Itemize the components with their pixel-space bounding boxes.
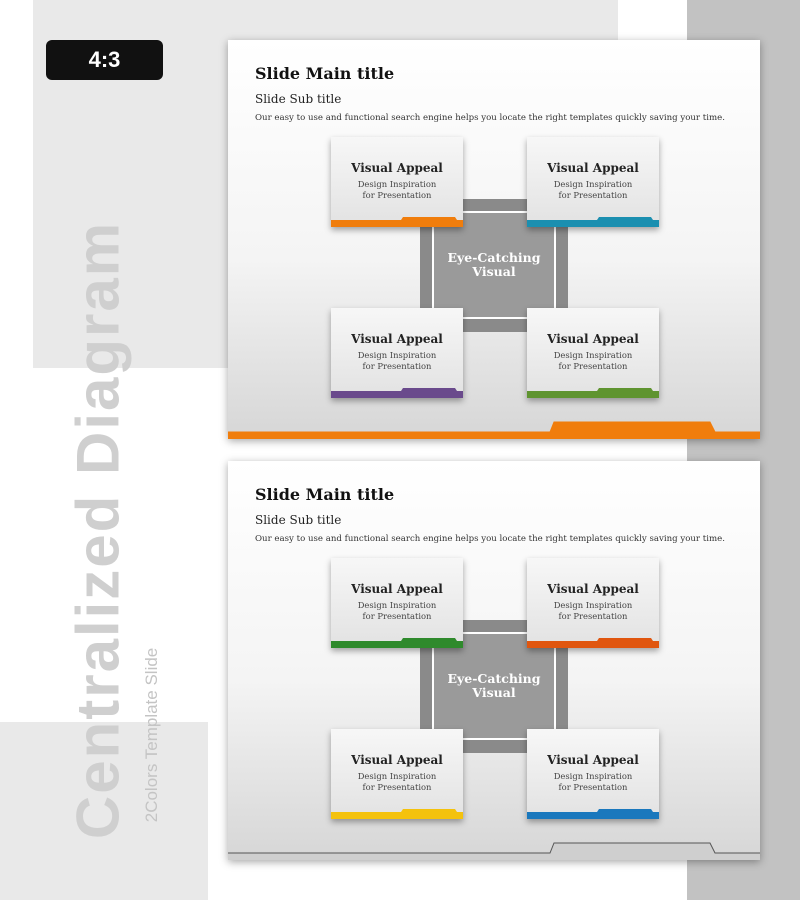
slide-subtitle: Slide Sub title [255, 92, 342, 106]
connector-line [554, 632, 556, 740]
card-text-line1: Design Inspiration [357, 600, 437, 610]
slide-preview-2[interactable] [228, 461, 760, 860]
slide-title: Slide Main title [255, 485, 395, 504]
card-text [527, 179, 659, 200]
card-text-line2: for Presentation [362, 189, 432, 200]
card-text-line2: for Presentation [362, 360, 432, 371]
card-text [527, 600, 659, 621]
card-title: Visual Appeal [547, 753, 639, 767]
slide-footer-bar [228, 419, 760, 439]
card-text [527, 771, 659, 792]
background-notch [618, 0, 687, 40]
diagram-card [527, 729, 659, 819]
card-text-line1: Design Inspiration [553, 179, 633, 189]
center-label-line1: Eye-Catching [447, 671, 541, 686]
center-label-line2: Visual [472, 264, 516, 279]
aspect-ratio-badge: 4:3 [46, 40, 163, 80]
card-text-line2: for Presentation [558, 189, 628, 200]
card-text-line1: Design Inspiration [553, 350, 633, 360]
card-text-line1: Design Inspiration [553, 771, 633, 781]
card-text-line1: Design Inspiration [357, 350, 437, 360]
slide-description: Our easy to use and functional search engine helps you locate the right templates quickly saving your time. [255, 113, 725, 123]
card-accent-bar [331, 633, 463, 648]
card-text [331, 350, 463, 371]
diagram-card [527, 558, 659, 648]
side-title: Centralized Diagram [64, 220, 132, 840]
center-label-box [434, 213, 554, 317]
card-title: Visual Appeal [351, 161, 443, 175]
diagram-card [527, 137, 659, 227]
diagram-card [331, 729, 463, 819]
slide-preview-1[interactable] [228, 40, 760, 439]
slide-title: Slide Main title [255, 64, 395, 83]
card-text-line2: for Presentation [558, 781, 628, 792]
card-text-line2: for Presentation [362, 781, 432, 792]
card-accent-bar [527, 212, 659, 227]
card-text-line2: for Presentation [558, 360, 628, 371]
card-text-line1: Design Inspiration [357, 771, 437, 781]
card-accent-bar [527, 633, 659, 648]
card-text [331, 600, 463, 621]
card-title: Visual Appeal [351, 582, 443, 596]
card-title: Visual Appeal [351, 332, 443, 346]
diagram-card [331, 137, 463, 227]
diagram-card [527, 308, 659, 398]
card-accent-bar [527, 383, 659, 398]
card-accent-bar [331, 383, 463, 398]
card-accent-bar [331, 804, 463, 819]
card-accent-bar [331, 212, 463, 227]
slide-subtitle: Slide Sub title [255, 513, 342, 527]
card-text [527, 350, 659, 371]
card-text [331, 179, 463, 200]
card-title: Visual Appeal [547, 161, 639, 175]
card-title: Visual Appeal [547, 582, 639, 596]
diagram-card [331, 308, 463, 398]
connector-line [554, 211, 556, 319]
slide-description: Our easy to use and functional search engine helps you locate the right templates quickly saving your time. [255, 534, 725, 544]
card-text-line2: for Presentation [558, 610, 628, 621]
side-subtitle: 2Colors Template Slide [142, 647, 161, 823]
center-label-box [434, 634, 554, 738]
card-title: Visual Appeal [351, 753, 443, 767]
center-label-line2: Visual [472, 685, 516, 700]
card-accent-bar [527, 804, 659, 819]
slide-footer-bar [228, 840, 760, 860]
card-text-line1: Design Inspiration [357, 179, 437, 189]
center-label-line1: Eye-Catching [447, 250, 541, 265]
card-title: Visual Appeal [547, 332, 639, 346]
card-text [331, 771, 463, 792]
card-text-line2: for Presentation [362, 610, 432, 621]
card-text-line1: Design Inspiration [553, 600, 633, 610]
diagram-card [331, 558, 463, 648]
